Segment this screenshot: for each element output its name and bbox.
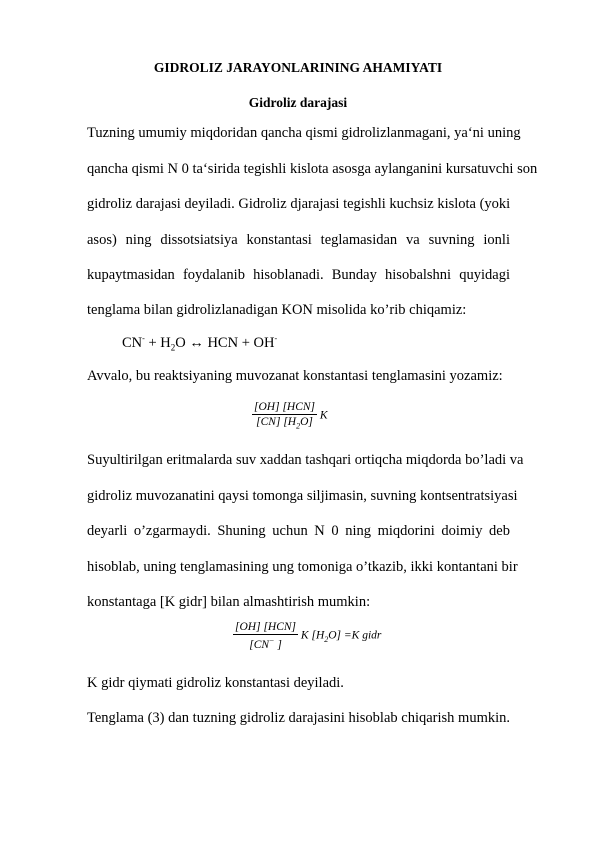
equilibrium-constant-formula: $\frac{\text{[OH] [HCN]}}{[CN] [H_2O]}$ K [254, 401, 328, 431]
paragraph-line: K gidr qiymati gidroliz konstantasi deyiladi. [87, 675, 344, 691]
paragraph-line: deyarli o’zgarmaydi. Shuning uchun N 0 ning miqdorini doimiy deb [87, 523, 510, 539]
hydrolysis-constant-formula: $\frac{\text{[OH] [HCN]}}{[CN^- ]}$ K $[H_2O] =K$ gidr [235, 621, 382, 651]
paragraph-line: gidroliz darajasi deyiladi. Gidroliz djarajasi tegishli kuchsiz kislota (yoki [87, 196, 511, 212]
paragraph-line: tenglama bilan gidrolizlanadigan KON misolida ko’rib chiqamiz: [87, 302, 467, 318]
paragraph-line: Suyultirilgan eritmalarda suv xaddan tashqari ortiqcha miqdorda bo’ladi va [87, 452, 524, 468]
paragraph-line: Tuzning umumiy miqdoridan qancha qismi gidrolizlanmagani, ya‘ni uning [87, 125, 521, 141]
paragraph-line: Avvalo, bu reaktsiyaning muvozanat konstantasi tenglamasini yozamiz: [87, 368, 503, 384]
section-subtitle: Gidroliz darajasi [248, 95, 348, 110]
page-title: GIDROLIZ JARAYONLARINING AHAMIYATI [153, 60, 443, 75]
paragraph-line: asos) ning dissotsiatsiya konstantasi teglamasidan va suvning ionli [87, 232, 510, 248]
paragraph-line: Tenglama (3) dan tuzning gidroliz darajasini hisoblab chiqarish mumkin. [87, 710, 511, 726]
paragraph-line: kupaytmasidan foydalanib hisoblanadi. Bunday hisobalshni quyidagi [87, 267, 510, 283]
reaction-equation: $CN^- + H_2O$ ↔ HCN + OH- [122, 334, 278, 353]
paragraph-line: konstantaga [K gidr] bilan almashtirish mumkin: [87, 594, 371, 610]
paragraph-line: hisoblab, uning tenglamasining ung tomoniga o’tkazib, ikki kontantani bir [87, 559, 518, 575]
paragraph-line: gidroliz muvozanatini qaysi tomonga siljimasin, suvning kontsentratsiyasi [87, 488, 518, 504]
paragraph-line: qancha qismi N 0 ta‘sirida tegishli kislota asosga aylanganini kursatuvchi son [87, 161, 538, 177]
